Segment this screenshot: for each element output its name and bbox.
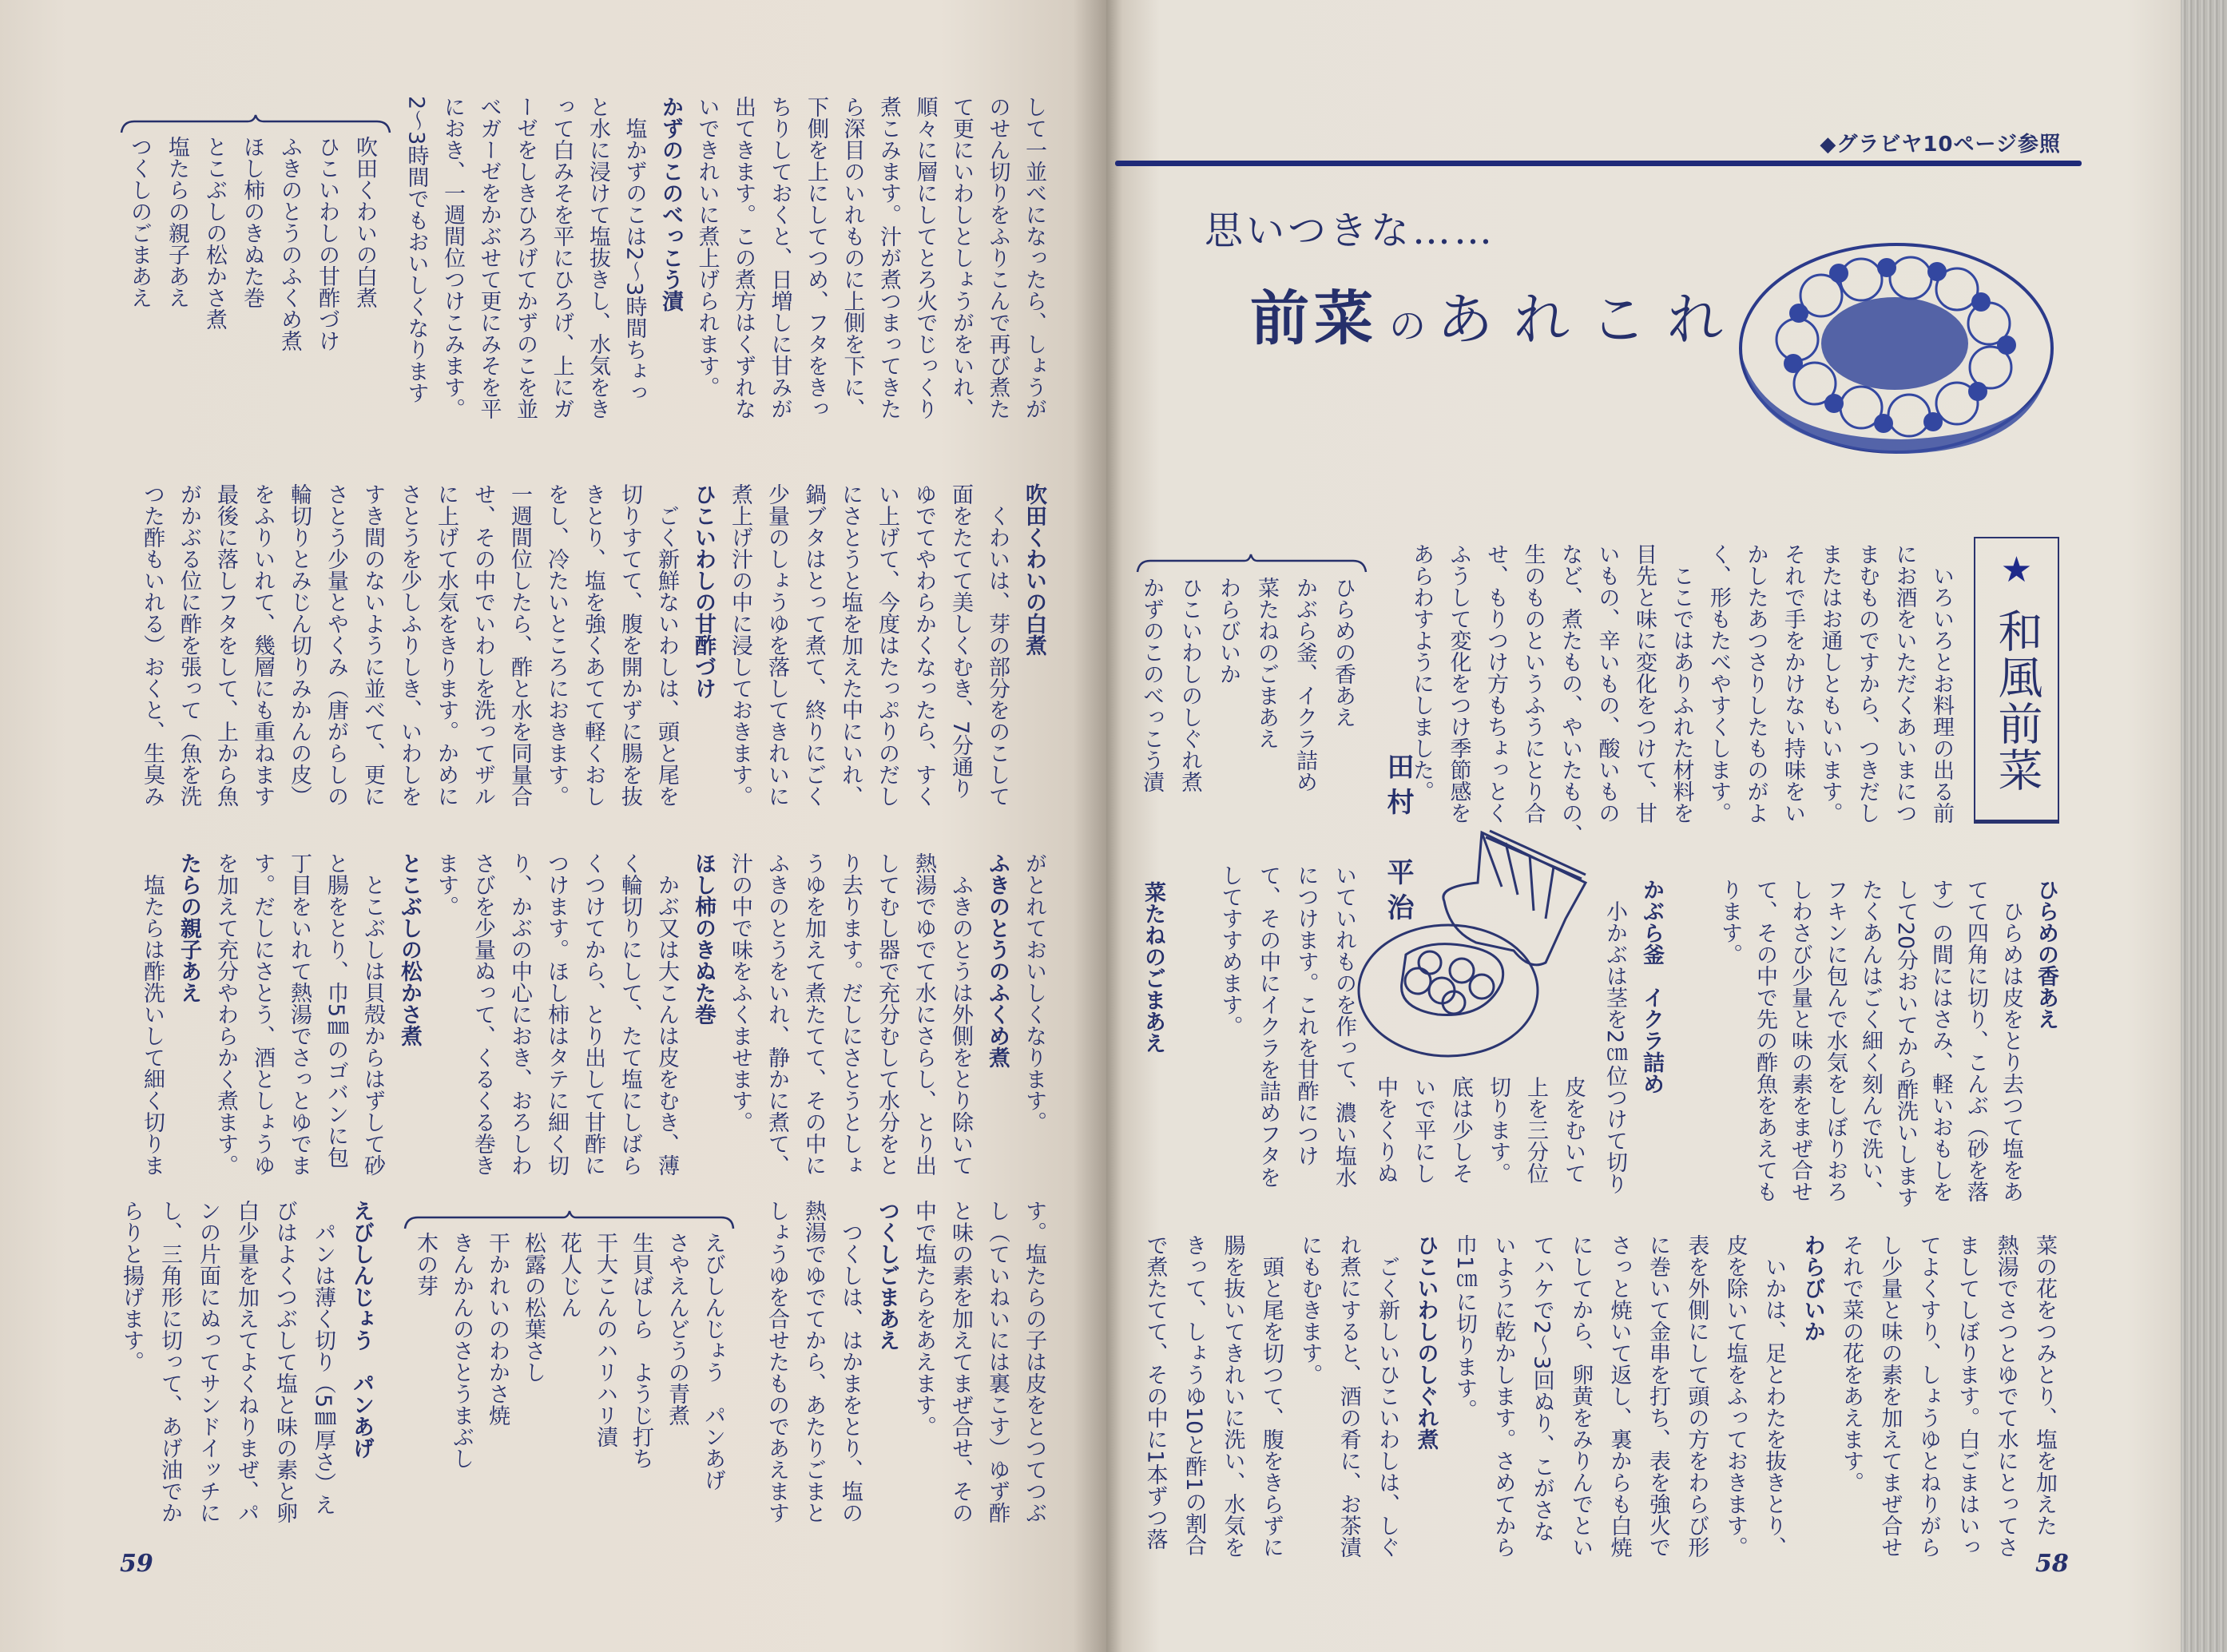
text-column: して20分おいてから酢洗いします	[1893, 879, 1918, 1209]
text-column: 順々に層にしてとろ火でじっくり	[912, 96, 938, 419]
text-column: すき間のないように並べて、更に	[360, 483, 385, 807]
text-column: ンの片面にぬってサンドイッチに	[196, 1200, 220, 1523]
kabura-short-text	[1367, 1076, 1592, 1184]
text-column: らりと揚げます。	[119, 1200, 144, 1372]
text-column: 煮上げ汁の中に浸しておきます。	[728, 483, 752, 807]
list-item: とこぶしの松かさ煮	[202, 136, 227, 330]
list-item: 塩たらの親子あえ	[165, 136, 189, 308]
text-column: いできれいに煮上げられます。	[694, 96, 720, 398]
text-column: り、かぶの中心におき、おろしわ	[507, 852, 532, 1176]
text-column: いもの、辛いもの、酸いもの	[1594, 543, 1620, 824]
text-column: たくあんはごく細く刻んで洗い、	[1858, 879, 1883, 1202]
section-heading: ひこいわしの甘酢づけ	[691, 483, 716, 699]
list-item: ひらめの香あえ	[1331, 577, 1356, 728]
text-column: いかは、足とわたを抜きとり、	[1761, 1234, 1787, 1558]
text-column: 一週間位したら、酢と水を同量合	[507, 483, 532, 807]
text-column: 熱湯でゆでて水にさらし、とり出	[911, 852, 936, 1176]
text-column: いように乾かします。さめてから	[1491, 1234, 1516, 1558]
star-icon: ★	[2000, 550, 2033, 590]
left-top-text	[398, 96, 1052, 419]
text-column: つくしは、はかまをとり、塩の	[838, 1200, 863, 1523]
text-column: さっと焼いて返し、裏からも白焼	[1606, 1234, 1632, 1558]
text-column: 菜の花をつみとり、塩を加えた	[2032, 1234, 2057, 1536]
text-column: 小かぶは茎を2㎝位つけて切り	[1602, 879, 1627, 1195]
text-column: くわいは、芽の部分をのこして	[985, 483, 1010, 807]
section-heading: とこぶしの松かさ煮	[397, 852, 422, 1046]
section-heading: 吹田くわいの白煮	[1022, 483, 1046, 656]
text-column: いていれものを作って、濃い塩水	[1332, 864, 1356, 1188]
text-column: をし、冷たいところにおきます。	[544, 483, 569, 807]
text-column: いで平にし	[1411, 1076, 1435, 1184]
text-column: ましてしぼります。白ごまはいっ	[1955, 1234, 1980, 1558]
text-column: またはお通しともいいます。	[1817, 543, 1843, 824]
article-title	[1250, 272, 1744, 356]
section-heading: ふきのとうのふくめ煮	[985, 852, 1010, 1068]
list-item: きんかんのさとうまぶし	[449, 1232, 474, 1469]
text-column: く、形もたべやすくします。	[1706, 543, 1731, 824]
text-column: をふりいれて、幾層にも重ねます	[250, 483, 275, 807]
text-column: 生のものというふうにとり合	[1520, 543, 1546, 824]
left-top-list	[121, 136, 383, 351]
text-column: 汁の中で味をふくませます。	[728, 852, 752, 1133]
text-column: まむものですから、つきだし	[1855, 543, 1880, 824]
list-item: ひこいわしの甘酢づけ	[315, 136, 339, 351]
text-column: 頭と尾を切つて、腹をきらずに	[1258, 1234, 1284, 1558]
list-item: 松露の松葉さし	[521, 1232, 546, 1383]
text-column: さとう少量とやくみ（唐がらしの	[324, 483, 348, 807]
text-column: 白少量を加えてよくねりまぜ、パ	[234, 1200, 259, 1523]
text-column: ふうして変化をつけ季節感を	[1446, 543, 1471, 824]
title-particle: の	[1389, 304, 1426, 347]
text-column: がとれておいしくなります。	[1022, 852, 1046, 1133]
left-bottom-text	[133, 852, 1052, 1176]
text-column: さとうを少しふりしき、いわしを	[397, 483, 422, 807]
section-heading: 菜たねのごまあえ	[1141, 881, 1165, 1054]
text-column: して一並べになったら、しょうが	[1022, 96, 1046, 419]
page-edges	[2181, 0, 2227, 1652]
text-column: くつけてから、とり出して甘酢に	[581, 852, 605, 1176]
header-rule	[1115, 161, 2082, 166]
text-column: す）の間にはさみ、軽いおもしを	[1928, 879, 1953, 1202]
text-column: にもむきます。	[1297, 1234, 1323, 1385]
text-column: きって、しょうゆ10と酢1の割合	[1181, 1234, 1207, 1556]
text-column: 巾1㎝に切ります。	[1451, 1234, 1477, 1421]
author-name: 田村 平治	[1382, 753, 1414, 928]
text-column: ふきのとうをいれ、静かに煮て、	[764, 852, 789, 1176]
text-column: にさとうと塩を加えた中にいれ、	[838, 483, 863, 807]
intro-text	[1403, 543, 1960, 845]
bracket-top-list	[120, 112, 391, 136]
text-column: い上げて、今度はたっぷりのだし	[875, 483, 899, 807]
section-heading: たらの親子あえ	[177, 852, 201, 1003]
text-column: て更にいわしとしょうがをいれ、	[949, 96, 974, 419]
text-column: を加えて充分やわらかく煮ます。	[213, 852, 238, 1176]
section-heading: かぶら釜 イクラ詰め	[1639, 879, 1664, 1094]
text-column: うゆを加えて煮たてて、その中に	[801, 852, 826, 1176]
text-column: いろいろとお料理の出る前	[1929, 543, 1954, 824]
text-column: に上げて水気をきります。かめに	[434, 483, 458, 807]
list-item: かぶら釜、イクラ詰め	[1292, 577, 1317, 792]
text-column: につけます。これを甘酢につけ	[1293, 864, 1319, 1166]
text-column: と味の素を加えてまぜ合せ、その	[948, 1200, 973, 1523]
left-lowest-left-text	[112, 1200, 380, 1523]
text-column: ちりしておくと、日増しに甘みが	[767, 96, 792, 419]
text-column: 熱湯でゆでてから、あたりごまと	[801, 1200, 826, 1523]
list-item: かずのこのべっこう漬	[1139, 577, 1164, 792]
text-column: きとり、塩を強くあてて軽くおし	[581, 483, 605, 807]
section-heading: ひらめの香あえ	[2034, 879, 2058, 1030]
text-column: で煮たてて、その中に1本ずつ落	[1142, 1234, 1168, 1551]
text-column: さびを少量ぬって、くるくる巻き	[470, 852, 495, 1176]
text-column: ごく新しいひこいわしは、しぐ	[1375, 1234, 1400, 1558]
text-column: てハケで2〜3回ぬり、こがさな	[1529, 1234, 1554, 1543]
list-item: 花人じん	[557, 1232, 582, 1318]
list-item: 生貝ばしら ようじ打ち	[629, 1232, 653, 1469]
page-number-left: 59	[120, 1550, 153, 1578]
text-column: におき、一週間位つけこみます。	[440, 96, 465, 419]
section-heading: わらびいか	[1800, 1234, 1825, 1342]
text-column: 切りすてて、腹を開かずに腸を抜	[617, 483, 642, 807]
title-main: 前菜	[1250, 284, 1378, 353]
text-column: 熱湯でさつとゆでて水にとってさ	[1993, 1234, 2019, 1558]
text-column: ここではありふれた材料を	[1669, 543, 1694, 824]
text-column: しわさび少量と味の素をまぜ合せ	[1788, 879, 1812, 1202]
text-column: それで手をかけない持味をい	[1780, 543, 1805, 824]
text-column: に巻いて金串を打ち、表を強火で	[1645, 1234, 1670, 1558]
text-column: て、その中で先の酢魚をあえても	[1753, 879, 1777, 1202]
list-item: 吹田くわいの白煮	[352, 136, 377, 308]
kabura-heading-text	[1596, 879, 1669, 1194]
text-column: ら深目のいれものに上側を下に、	[840, 96, 865, 419]
text-column: 輪切りとみじん切りみかんの皮）	[287, 483, 312, 807]
text-column: てて四角に切り、こんぶ（砂を落	[1963, 879, 1988, 1202]
text-column: 皮を除いて塩をふっておきます。	[1722, 1234, 1748, 1558]
left-lowest-text	[758, 1200, 1052, 1523]
text-column: 煮こみます。汁が煮つまってきた	[876, 96, 901, 419]
text-column: とこぶしは貝殻からはずして砂	[360, 852, 385, 1176]
text-column: つけます。ほし柿はタテに細く切	[544, 852, 569, 1176]
list-item: つくしのごまあえ	[127, 136, 152, 308]
text-column: ひらめは皮をとり去つて塩をあ	[1999, 879, 2023, 1202]
text-column: しょうゆを合せたものであえます	[764, 1200, 789, 1523]
list-item: ふきのとうのふくめ煮	[277, 136, 302, 351]
text-column: 2〜3時間でもおいしくなります	[403, 96, 429, 404]
text-column: 目先と味に変化をつけて、甘	[1632, 543, 1657, 824]
list-item: 干大こんのハリハリ漬	[593, 1232, 617, 1447]
text-column: 上を三分位	[1523, 1076, 1548, 1184]
natane-heading	[1134, 881, 1171, 1054]
text-column: ります。	[1717, 879, 1742, 965]
kabura-rest-text	[1211, 864, 1363, 1188]
text-column: など、煮たもの、やいたもの、	[1558, 543, 1582, 845]
text-column: 底は少しそ	[1448, 1076, 1473, 1184]
section-heading: ほし柿のきぬた巻	[691, 852, 716, 1025]
bracket-lowest-list	[403, 1208, 735, 1232]
text-column: 塩たらは酢洗いして細く切りま	[140, 852, 165, 1176]
text-column: と水に浸けて塩抜きし、水気をき	[586, 96, 610, 419]
text-column: り去ります。だしにさとうとしょ	[838, 852, 863, 1176]
list-item: 木の芽	[413, 1232, 438, 1297]
text-column: べガーゼをかぶせて更にみそを平	[476, 96, 502, 419]
list-item: 干かれいのわかさ焼	[485, 1232, 510, 1426]
text-column: かしたあつさりしたものがよ	[1743, 543, 1768, 824]
section-label: 和風前菜	[1991, 608, 2043, 793]
text-column: ーゼをしきひろげてかずのこを並	[513, 96, 538, 419]
text-column: 皮をむいて	[1561, 1076, 1586, 1184]
text-column: それで菜の花をあえます。	[1838, 1234, 1864, 1493]
text-column: って白みそを平にひろげ、上にガ	[549, 96, 574, 419]
text-column: のせん切りをふりこんで再び煮た	[985, 96, 1010, 419]
bracket-menu-list	[1136, 551, 1368, 575]
text-column: パンは薄く切り（5㎜厚さ）え	[311, 1200, 335, 1516]
page-number-right: 58	[2035, 1550, 2069, 1578]
section-heading: ひこいわしのしぐれ煮	[1413, 1234, 1439, 1450]
article-subtitle: 思いつきな……	[1205, 208, 1496, 253]
text-column: 鍋ブタはとって煮て、終りにごく	[801, 483, 826, 807]
text-column: 中をくりぬ	[1373, 1076, 1398, 1184]
text-column: し少量と味の素を加えてまぜ合せ	[1877, 1234, 1903, 1558]
text-column: びはよくつぶして塩と味の素と卵	[272, 1200, 297, 1523]
text-column: 面をたてて美しくむき、7分通り	[948, 483, 973, 800]
text-column: 腸を抜いてきれいに洗い、水気を	[1220, 1234, 1245, 1558]
text-column: ごく新鮮ないわしは、頭と尾を	[654, 483, 679, 807]
text-column: 中で塩たらをあえます。	[911, 1200, 936, 1437]
text-column: にしてから、卵黄をみりんでとい	[1568, 1234, 1594, 1558]
text-column: て、その中にイクラを詰めフタを	[1256, 864, 1280, 1188]
text-column: す。だしにさとう、酒としょうゆ	[250, 852, 275, 1176]
text-column: フキンに包んで水気をしぼりおろ	[1823, 879, 1848, 1202]
text-column: ます。	[434, 852, 458, 917]
text-column: あらわすようにしました。	[1409, 543, 1434, 802]
right-bottom-text	[1135, 1234, 2063, 1558]
text-column: してすすめます。	[1217, 864, 1243, 1037]
left-lowest-list	[407, 1232, 731, 1491]
text-column: す。塩たらの子は皮をとつてつぶ	[1022, 1200, 1046, 1523]
text-column: 丁目をいれて熱湯でさっとゆでま	[287, 852, 312, 1176]
section-heading: えびしんじょう パンあげ	[349, 1200, 374, 1459]
text-column: にお酒をいただくあいまにつ	[1892, 543, 1917, 824]
menu-list	[1132, 577, 1362, 792]
list-item: 菜たねのごまあえ	[1254, 577, 1279, 749]
title-rest: あれこれ	[1437, 287, 1744, 352]
text-column: 表を外側にして頭の方をわらび形	[1684, 1234, 1709, 1558]
list-item: えびしんじょう パンあげ	[701, 1232, 725, 1491]
text-column: 少量のしょうゆを落してきれいに	[764, 483, 789, 807]
text-column: つた酢もいれる）おくと、生臭み	[140, 483, 165, 807]
text-column: がかぶる位に酢を張って（魚を洗	[177, 483, 201, 807]
text-column: ふきのとうは外側をとり除いて	[948, 852, 973, 1176]
section-heading: つくしごまあえ	[875, 1200, 899, 1351]
text-column: 塩かずのこは2〜3時間ちょっ	[621, 96, 647, 404]
text-column: かぶ又は大こんは皮をむき、薄	[654, 852, 679, 1176]
gravure-reference: ◆グラビヤ10ページ参照	[1820, 133, 2061, 157]
text-column: 下側を上にしてつめ、フタをきっ	[804, 96, 828, 419]
text-column: せ、もりつけ方もちょっとく	[1483, 543, 1508, 824]
text-column: し（ていねいには裏こす）ゆず酢	[985, 1200, 1010, 1523]
hirame-text	[1712, 879, 2063, 1208]
left-middle-text	[133, 483, 1052, 807]
text-column: 最後に落しフタをして、上から魚	[213, 483, 238, 807]
section-box-wafu-zensai	[1974, 537, 2059, 824]
list-item: ひこいわしのしぐれ煮	[1177, 577, 1202, 792]
text-column: 切ります。	[1486, 1076, 1510, 1184]
list-item: ほし柿のきぬた巻	[240, 136, 264, 308]
text-column: ゆでてやわらかくなったら、すく	[911, 483, 936, 807]
text-column: してむし器で充分むして水分をと	[875, 852, 899, 1176]
section-heading: かずのこのべっこう漬	[658, 96, 683, 312]
list-item: さやえんどうの青煮	[665, 1232, 689, 1426]
list-item: わらびいか	[1216, 577, 1241, 685]
text-column: てよくすり、しょうゆとねりがら	[1915, 1234, 1941, 1558]
text-column: 出てきます。この煮方はくずれな	[731, 96, 756, 419]
text-column: せ、その中でいわしを洗ってザル	[470, 483, 495, 807]
text-column: れ煮にすると、酒の肴に、お茶漬	[1336, 1234, 1361, 1558]
text-column: く輪切りにして、たて塩にしばら	[617, 852, 642, 1176]
text-column: と腸をとり、巾5㎜のゴバンに包	[324, 852, 348, 1169]
text-column: し、三角形に切って、あげ油でか	[157, 1200, 182, 1523]
